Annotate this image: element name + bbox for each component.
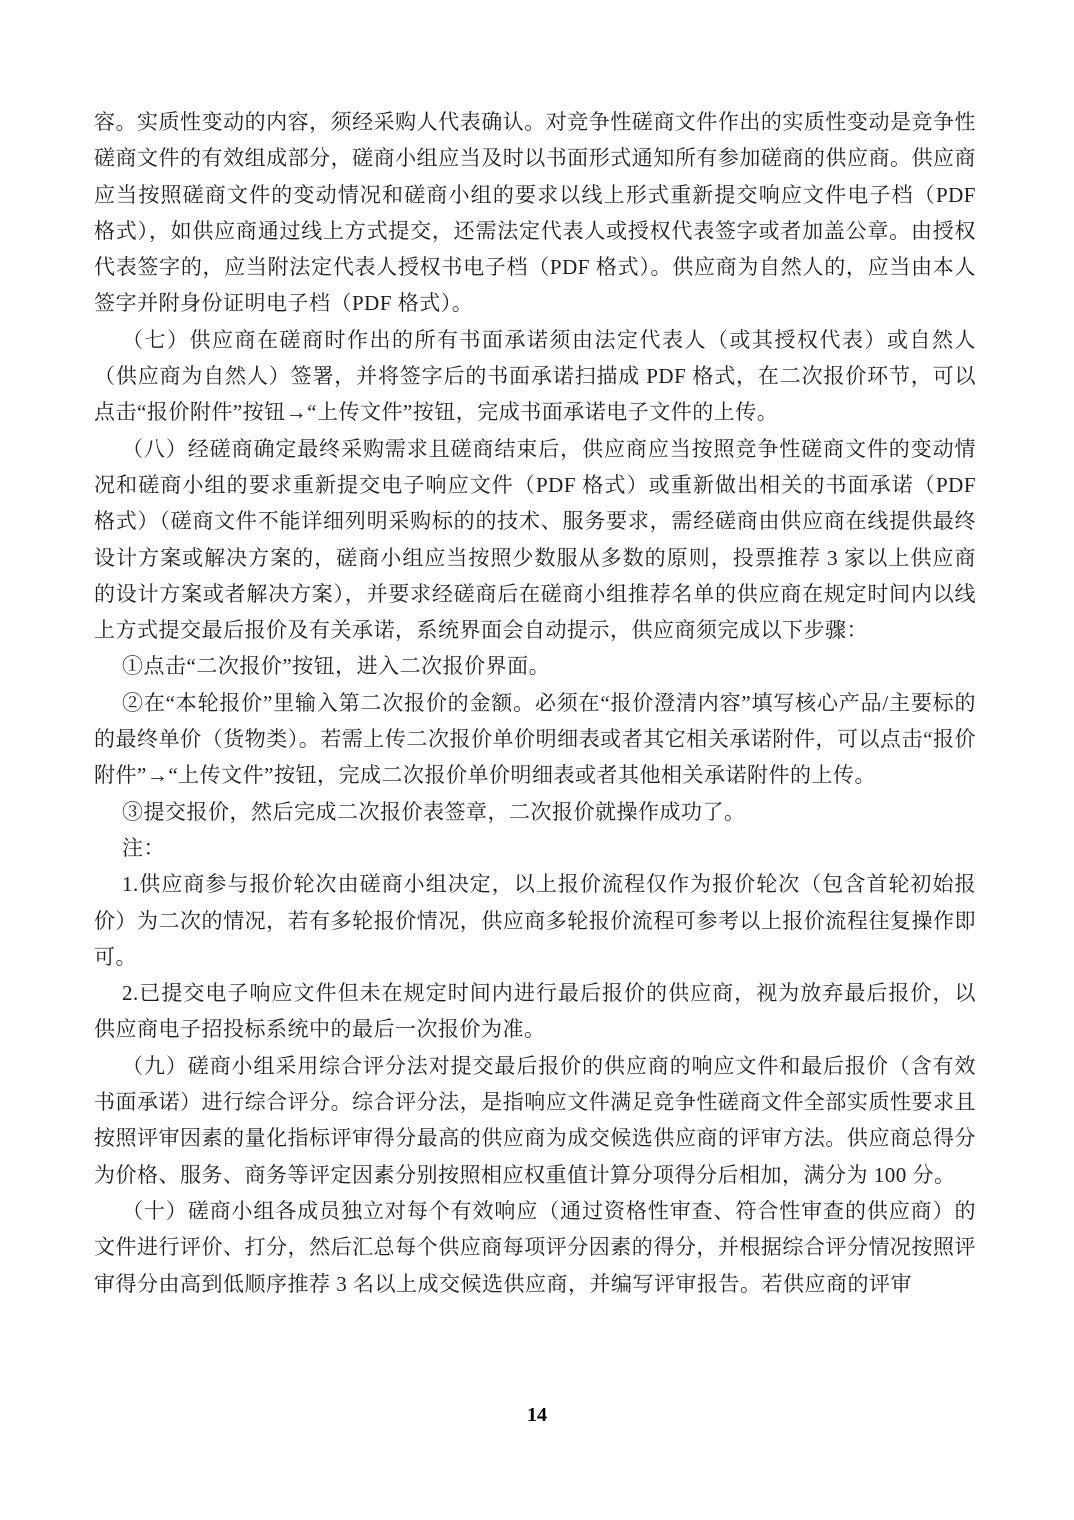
paragraph-step-3: ③提交报价，然后完成二次报价表签章，二次报价就操作成功了。	[122, 799, 746, 824]
paragraph-continuation: 容。实质性变动的内容，须经采购人代表确认。对竞争性磋商文件作出的实质性变动是竞争性磋商文件的有效组成部分，磋商小组应当及时以书面形式通知所有参加磋商的供应商。供应商应当按照磋商文件的变动情况和磋商小组的要求以线上形式重新提交响应文件电子档（PDF 格式），如供应商通过线上方式提交，还需法定代表人或授权代表签字或者加盖公章。由授权代表签字的，应当附法定代表人授权书电子档（PDF 格式）。供应商为自然人的，应当由本人签字并附身份证明电子档（PDF 格式）。	[94, 110, 976, 316]
paragraph-note-1: 1.供应商参与报价轮次由磋商小组决定，以上报价流程仅作为报价轮次（包含首轮初始报价）为二次的情况，若有多轮报价情况，供应商多轮报价流程可参考以上报价流程往复操作即可。	[94, 872, 976, 969]
paragraph-note-label: 注：	[122, 835, 165, 860]
paragraph-clause-7: （七）供应商在磋商时作出的所有书面承诺须由法定代表人（或其授权代表）或自然人（供应商为自然人）签署，并将签字后的书面承诺扫描成 PDF 格式，在二次报价环节，可以点击“报价附件”按钮→“上传文件”按钮，完成书面承诺电子文件的上传。	[94, 327, 976, 425]
paragraph-clause-8: （八）经磋商确定最终采购需求且磋商结束后，供应商应当按照竞争性磋商文件的变动情况和磋商小组的要求重新提交电子响应文件（PDF 格式）或重新做出相关的书面承诺（PDF 格式）（磋商文件不能详细列明采购标的的技术、服务要求，需经磋商由供应商在线提供最终设计方案或解决方案的，磋商小组应当按照少数服从多数的原则，投票推荐 3 家以上供应商的设计方案或者解决方案），并要求经磋商后在磋商小组推荐名单的供应商在规定时间内以线上方式提交最后报价及有关承诺，系统界面会自动提示，供应商须完成以下步骤：	[94, 436, 976, 643]
paragraph-step-1: ①点击“二次报价”按钮，进入二次报价界面。	[122, 654, 551, 679]
document-body	[94, 104, 976, 1302]
paragraph-clause-10: （十）磋商小组各成员独立对每个有效响应（通过资格性审查、符合性审查的供应商）的文件进行评价、打分，然后汇总每个供应商每项评分因素的得分，并根据综合评分情况按照评审得分由高到低顺序推荐 3 名以上成交候选供应商，并编写评审报告。若供应商的评审	[94, 1198, 976, 1296]
page-number: 14	[527, 1404, 547, 1426]
paragraph-step-2: ②在“本轮报价”里输入第二次报价的金额。必须在“报价澄清内容”填写核心产品/主要标的的最终单价（货物类）。若需上传二次报价单价明细表或者其它相关承诺附件，可以点击“报价附件”→“上传文件”按钮，完成二次报价单价明细表或者其他相关承诺附件的上传。	[94, 690, 976, 788]
paragraph-clause-9: （九）磋商小组采用综合评分法对提交最后报价的供应商的响应文件和最后报价（含有效书面承诺）进行综合评分。综合评分法，是指响应文件满足竞争性磋商文件全部实质性要求且按照评审因素的量化指标评审得分最高的供应商为成交候选供应商的评审方法。供应商总得分为价格、服务、商务等评定因素分别按照相应权重值计算分项得分后相加，满分为 100 分。	[94, 1053, 976, 1187]
paragraph-note-2: 2.已提交电子响应文件但未在规定时间内进行最后报价的供应商，视为放弃最后报价，以供应商电子招投标系统中的最后一次报价为准。	[94, 981, 976, 1042]
